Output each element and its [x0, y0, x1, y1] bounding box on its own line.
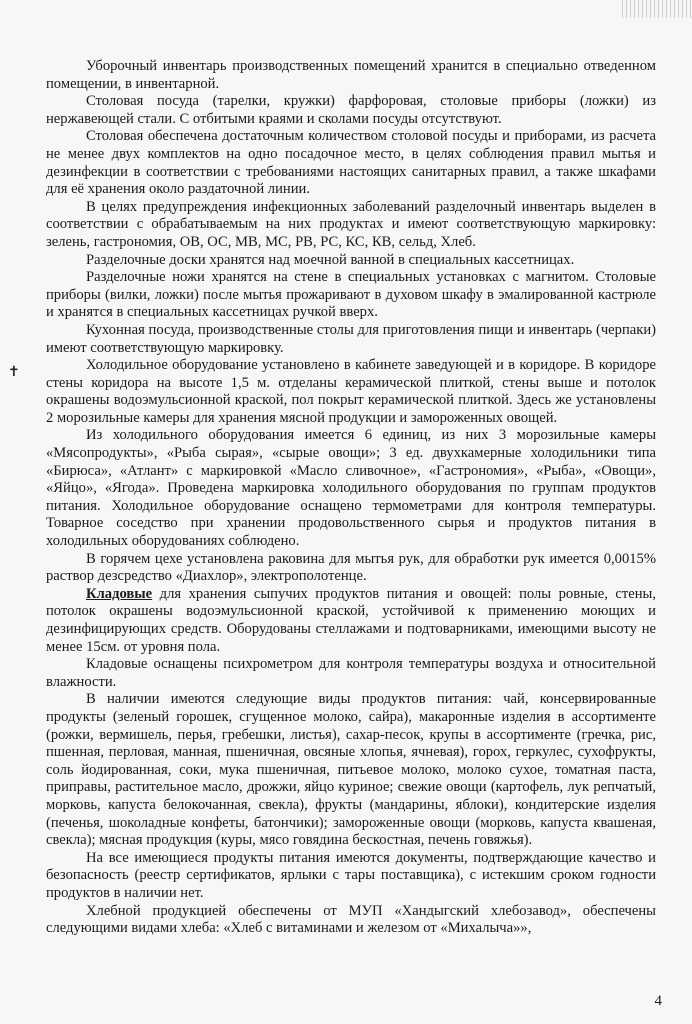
paragraph: Кладовые оснащены психрометром для контроля температуры воздуха и относительной влажности.	[46, 656, 656, 690]
paragraph: Разделочные ножи хранятся на стене в специальных установках с магнитом. Столовые приборы (вилки, ложки) после мытья прожаривают в духовом шкафу в эмалированной кастрюле и хранятся в специальных кассетницах ручкой вверх.	[46, 269, 656, 321]
paragraph: Уборочный инвентарь производственных помещений хранится в специально отведенном помещении, в инвентарной.	[46, 58, 656, 92]
scan-artifact	[622, 0, 692, 18]
document-body	[46, 58, 656, 938]
paragraph: Из холодильного оборудования имеется 6 единиц, из них 3 морозильные камеры «Мясопродукты», «Рыба сырая», «сырые овощи»; 3 ед. двухкамерные холодильники типа «Бирюса», «Атлант» с маркировкой «Масло сливочное», «Гастрономия», «Рыба», «Овощи», «Яйцо», «Ягода». Проведена маркировка холодильного оборудования по группам продуктов питания. Холодильное оборудование оснащено термометрами для контроля температуры. Товарное соседство при хранении продовольственного сырья и продуктов питания в холодильных оборудованиях соблюдено.	[46, 427, 656, 550]
kladovye-text: для хранения сыпучих продуктов питания и овощей: полы ровные, стены, потолок окрашены водоэмульсионной краской, устойчивой к применению моющих и дезинфицирующих средств. Оборудованы стеллажами и подтоварниками, имеющими высоту не менее 15см. от уровня пола.	[46, 585, 656, 655]
margin-mark: ✝	[8, 365, 20, 380]
paragraph: Хлебной продукцией обеспечены от МУП «Хандыгский хлебозавод», обеспечены следующими видами хлеба: «Хлеб с витаминами и железом от «Михалыча»»,	[46, 902, 656, 937]
paragraph: Разделочные доски хранятся над моечной ванной в специальных кассетницах.	[86, 251, 575, 268]
kladovye-heading: Кладовые	[86, 585, 153, 602]
paragraph: На все имеющиеся продукты питания имеются документы, подтверждающие качество и безопасность (реестр сертификатов, ярлыки с тары поставщика), с истекшим сроком годности продуктов в наличии нет.	[46, 849, 656, 901]
paragraph: Холодильное оборудование установлено в кабинете заведующей и в коридоре. В коридоре стены коридора на высоте 1,5 м. отделаны керамической плиткой, стены выше и потолок окрашены водоэмульсионной краской, пол покрыт керамической плиткой. Здесь же установлены 2 морозильные камеры для хранения мясной продукции и замороженных овощей.	[46, 357, 656, 426]
paragraph: Кухонная посуда, производственные столы для приготовления пищи и инвентарь (черпаки) имеют соответствующую маркировку.	[46, 321, 656, 356]
page-number: 4	[654, 993, 662, 1009]
paragraph: В наличии имеются следующие виды продуктов питания: чай, консервированные продукты (зеленый горошек, сгущенное молоко, сайра), макаронные изделия в ассортименте (рожки, вермишель, перья, гребешки, листья), сахар-песок, крупы в ассортименте (гречка, рис, пшенная, перловая, манная, пшеничная, овсяные хлопья, ячневая), горох, геркулес, сухофрукты, соль йодированная, соки, мука пшеничная, питьевое молоко, молоко сухое, томатная паста, приправы, растительное масло, дрожжи, яйцо куриное; свежие овощи (картофель, лук репчатый, морковь, капуста белокочанная, свекла), фрукты (мандарины, яблоки), кондитерские изделия (печенья, шоколадные конфеты, батончики); замороженные овощи (морковь, капуста квашеная, свекла); мясная продукция (куры, мясо говядина бескостная, печень говяжья).	[46, 691, 656, 849]
paragraph-kladovye	[46, 586, 656, 656]
paragraph: Столовая обеспечена достаточным количеством столовой посуды и приборами, из расчета не менее двух комплектов на одно посадочное место, в целях соблюдения правил мытья и дезинфекции в соответствии с требованиями настоящих санитарных правил, а также шкафами для её хранения около раздаточной линии.	[46, 128, 656, 198]
paragraph: В целях предупреждения инфекционных заболеваний разделочный инвентарь выделен в соответствии с обрабатываемым на них продуктах и имеют соответствующую маркировку: зелень, гастрономия, ОВ, ОС, МВ, МС, РВ, РС, КС, КВ, сельд, Хлеб.	[46, 198, 656, 250]
paragraph: Столовая посуда (тарелки, кружки) фарфоровая, столовые приборы (ложки) из нержавеющей стали. С отбитыми краями и сколами посуды отсутствуют.	[46, 93, 656, 127]
paragraph: В горячем цехе установлена раковина для мытья рук, для обработки рук имеется 0,0015% раствор дезсредство «Диахлор», электрополотенце.	[46, 550, 656, 585]
